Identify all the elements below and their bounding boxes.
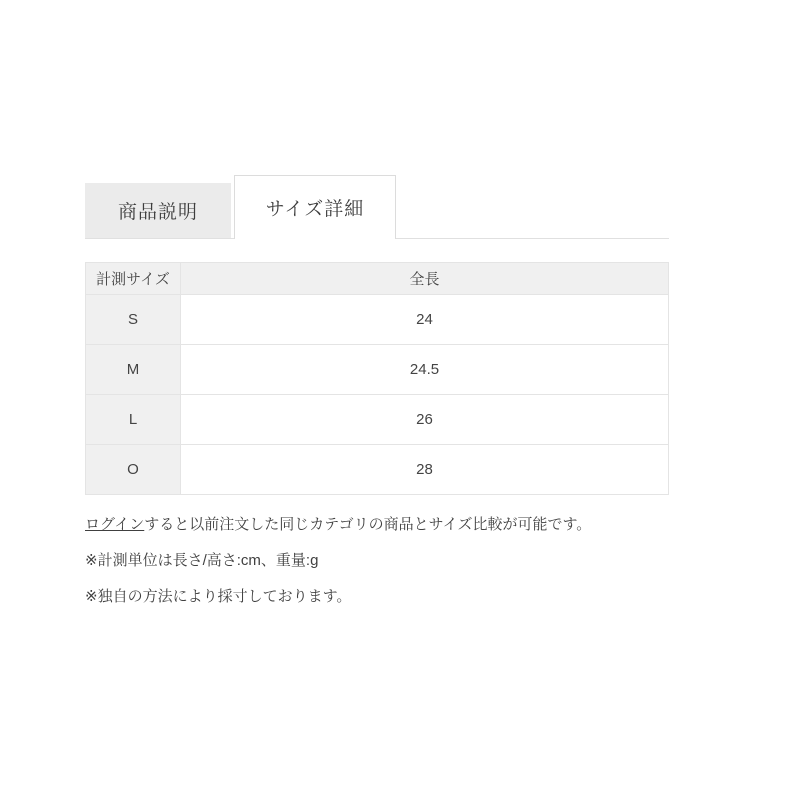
size-table: [85, 262, 669, 495]
tab-bar: [85, 175, 669, 239]
tab-product-description[interactable]: [85, 183, 231, 238]
size-notes: [85, 507, 669, 615]
size-row-m: [86, 345, 669, 395]
size-label-cell: M: [86, 345, 181, 395]
length-value-cell: 24.5: [181, 345, 669, 395]
size-label-cell: L: [86, 395, 181, 445]
size-detail-panel: [85, 175, 669, 615]
login-link[interactable]: ログイン: [85, 516, 145, 533]
length-value-cell: 26: [181, 395, 669, 445]
tab-product-description-label: 商品説明: [117, 202, 198, 223]
measurement-unit-note: ※計測単位は長さ/高さ:cm、重量:g: [85, 552, 319, 569]
length-value-cell: 24: [181, 295, 669, 345]
login-note-text: すると以前注文した同じカテゴリの商品とサイズ比較が可能です。: [144, 516, 592, 533]
length-value-cell: 28: [181, 445, 669, 495]
tab-size-details-label: サイズ詳細: [265, 199, 365, 220]
header-cell-total-length: 全長: [181, 263, 669, 295]
measurement-method-note: ※独自の方法により採寸しております。: [85, 588, 352, 605]
tab-size-details[interactable]: [234, 175, 396, 239]
header-cell-measure-size: 計測サイズ: [86, 263, 181, 295]
size-label-cell: S: [86, 295, 181, 345]
size-row-l: [86, 395, 669, 445]
size-table-header-row: [86, 263, 669, 295]
size-label-cell: O: [86, 445, 181, 495]
login-compare-note: [85, 507, 669, 543]
size-row-s: [86, 295, 669, 345]
size-row-o: [86, 445, 669, 495]
